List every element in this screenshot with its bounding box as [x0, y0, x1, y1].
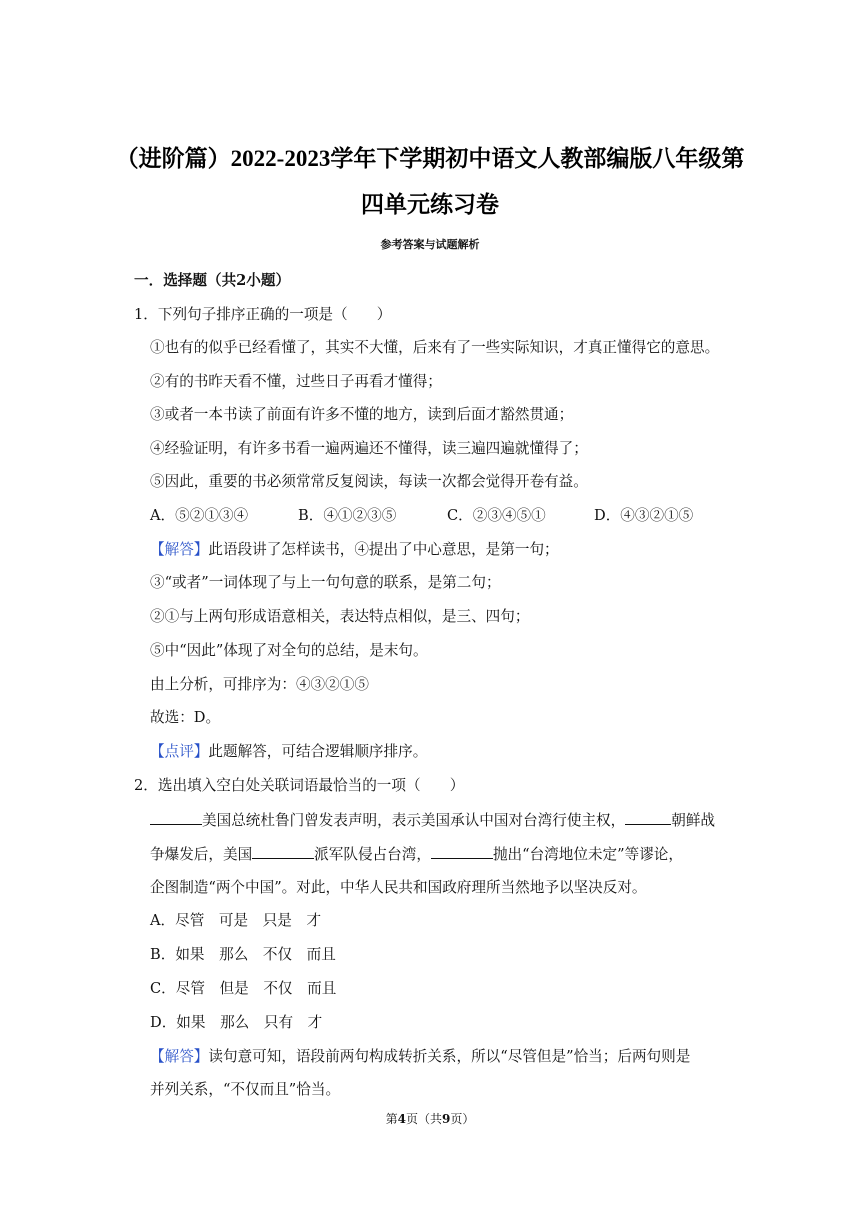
question-1-answer-text: ②①与上两句形成语意相关，表达特点相似，是三、四句；: [150, 608, 530, 625]
page-footer: [0, 1110, 860, 1127]
document-title-line-2: 四单元练习卷: [361, 192, 499, 217]
fill-blank: [150, 810, 202, 825]
passage-text: 朝鲜战: [671, 812, 716, 829]
question-1-comment-line: [150, 742, 427, 762]
question-2-option-a: A．尽管 可是 只是 才: [150, 912, 322, 929]
fill-blank: [252, 844, 314, 859]
question-1-option-d: D．④③②①⑤: [594, 507, 694, 524]
passage-text: 争爆发后，美国: [150, 846, 253, 863]
question-2-passage-line: 企图制造“两个中国”。对此，中华人民共和国政府理所当然地予以坚决反对。: [150, 879, 647, 896]
question-1-sentence: ①也有的似乎已经看懂了，其实不大懂，后来有了一些实际知识，才真正懂得它的意思。: [150, 339, 720, 356]
question-1-option-c: C．②③④⑤①: [447, 507, 546, 524]
question-2-option-d: D．如果 那么 只有 才: [150, 1014, 323, 1031]
fill-blank: [431, 844, 493, 859]
question-1-answer-text: ③“或者”一词体现了与上一句句意的联系，是第二句；: [150, 574, 501, 591]
footer-text: 页）: [450, 1112, 475, 1126]
question-1-option-a: A．⑤②①③④: [150, 507, 249, 524]
answer-text: 读句意可知，语段前两句构成转折关系，所以“尽管但是”恰当；后两句则是: [208, 1048, 691, 1065]
question-1-option-b: B．④①②③⑤: [298, 507, 397, 524]
question-2-answer-text: 并列关系，“不仅而且”恰当。: [150, 1081, 341, 1098]
question-2-passage-line: [150, 844, 683, 865]
passage-text: 美国总统杜鲁门曾发表声明，表示美国承认中国对台湾行使主权，: [202, 812, 626, 829]
question-1-answer-line: [150, 540, 559, 560]
footer-text: 页（共: [405, 1112, 442, 1126]
comment-tag: 【点评】: [150, 743, 209, 760]
comment-text: 此题解答，可结合逻辑顺序排序。: [208, 743, 428, 760]
question-2-option-b: B．如果 那么 不仅 而且: [150, 946, 336, 963]
question-1-sentence: ②有的书昨天看不懂，过些日子再看才懂得；: [150, 373, 442, 390]
fill-blank: [625, 810, 671, 825]
question-2-stem: 2．选出填入空白处关联词语最恰当的一项（ ）: [134, 777, 465, 794]
current-page-number: 4: [397, 1112, 406, 1126]
footer-text: 第: [385, 1112, 398, 1126]
question-1-sentence: ③或者一本书读了前面有许多不懂的地方，读到后面才豁然贯通；: [150, 406, 574, 423]
question-1-answer-text: 由上分析，可排序为：④③②①⑤: [150, 676, 369, 693]
question-2-option-c: C．尽管 但是 不仅 而且: [150, 980, 337, 997]
answer-text: 此语段讲了怎样读书，④提出了中心意思，是第一句；: [208, 541, 559, 558]
question-2-answer-line: [150, 1047, 690, 1067]
section-heading: 一．选择题（共2小题）: [134, 272, 291, 289]
question-1-stem: 1．下列句子排序正确的一项是（ ）: [134, 306, 392, 323]
document-subtitle: 参考答案与试题解析: [380, 238, 480, 251]
passage-text: 派军队侵占台湾，: [314, 846, 431, 863]
answer-tag: 【解答】: [150, 541, 209, 558]
question-1-sentence: ⑤因此，重要的书必须常常反复阅读，每读一次都会觉得开卷有益。: [150, 473, 588, 490]
question-2-passage-line: [150, 810, 715, 831]
document-title-line-1: （进阶篇）2022-2023学年下学期初中语文人教部编版八年级第: [115, 146, 745, 171]
total-page-count: 9: [442, 1112, 451, 1126]
answer-tag: 【解答】: [150, 1048, 209, 1065]
question-1-sentence: ④经验证明，有许多书看一遍两遍还不懂得，读三遍四遍就懂得了；: [150, 440, 588, 457]
question-1-answer-text: 故选：D。: [150, 709, 221, 726]
question-1-answer-text: ⑤中“因此”体现了对全句的总结，是末句。: [150, 642, 428, 659]
passage-text: 抛出“台湾地位未定”等谬论，: [492, 846, 683, 863]
